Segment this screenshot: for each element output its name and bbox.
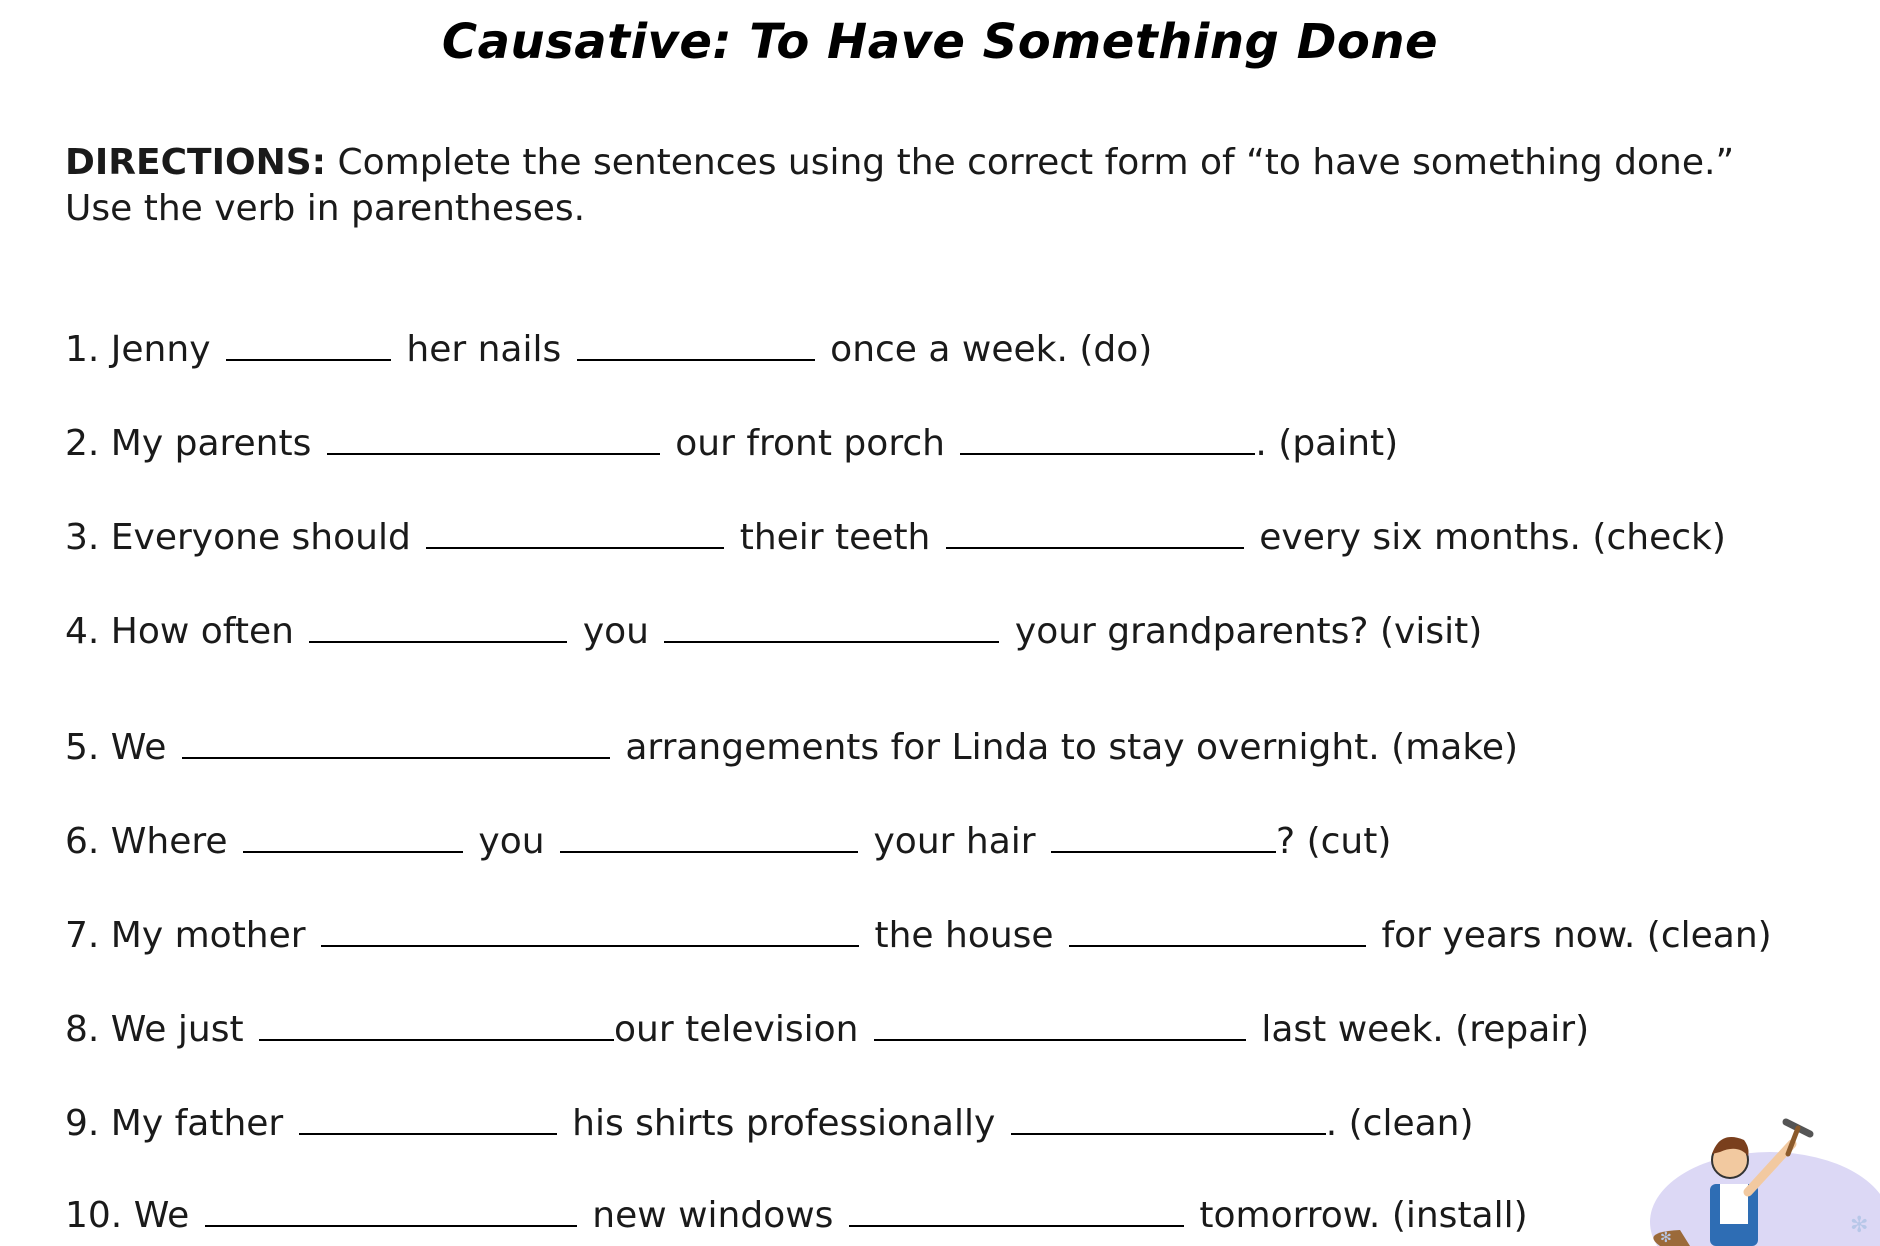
svg-text:✻: ✻ [1660, 1230, 1672, 1246]
answer-blank[interactable] [960, 423, 1255, 455]
directions-label: DIRECTIONS: [65, 142, 327, 183]
answer-blank[interactable] [226, 329, 391, 361]
list-item: 8. We just our television last week. (repair) [65, 1009, 1590, 1050]
answer-blank[interactable] [243, 821, 463, 853]
answer-blank[interactable] [327, 423, 660, 455]
answer-blank[interactable] [946, 517, 1244, 549]
answer-blank[interactable] [849, 1195, 1184, 1227]
list-item: 10. We new windows tomorrow. (install) [65, 1195, 1528, 1236]
answer-blank[interactable] [664, 611, 999, 643]
answer-blank[interactable] [577, 329, 815, 361]
answer-blank[interactable] [309, 611, 567, 643]
handyman-illustration [1620, 1112, 1880, 1246]
answer-blank[interactable] [321, 915, 859, 947]
answer-blank[interactable] [560, 821, 858, 853]
directions [65, 140, 1805, 232]
answer-blank[interactable] [182, 727, 610, 759]
answer-blank[interactable] [205, 1195, 577, 1227]
answer-blank[interactable] [426, 517, 724, 549]
list-item: 4. How often you your grandparents? (visit) [65, 611, 1483, 652]
answer-blank[interactable] [1051, 821, 1276, 853]
list-item: 2. My parents our front porch . (paint) [65, 423, 1399, 464]
answer-blank[interactable] [259, 1009, 614, 1041]
worksheet-title: Causative: To Have Something Done [441, 14, 1439, 70]
list-item: 6. Where you your hair ? (cut) [65, 821, 1392, 862]
list-item: 7. My mother the house for years now. (clean) [65, 915, 1772, 956]
list-item: 5. We arrangements for Linda to stay overnight. (make) [65, 727, 1519, 768]
list-item: 9. My father his shirts professionally . (clean) [65, 1103, 1474, 1144]
list-item: 1. Jenny her nails once a week. (do) [65, 329, 1153, 370]
answer-blank[interactable] [1069, 915, 1366, 947]
directions-text: Complete the sentences using the correct form of “to have something done.” Use the verb in parentheses. [65, 142, 1735, 229]
answer-blank[interactable] [299, 1103, 557, 1135]
svg-text:✻: ✻ [1850, 1213, 1869, 1238]
answer-blank[interactable] [1011, 1103, 1326, 1135]
list-item: 3. Everyone should their teeth every six months. (check) [65, 517, 1726, 558]
answer-blank[interactable] [874, 1009, 1246, 1041]
